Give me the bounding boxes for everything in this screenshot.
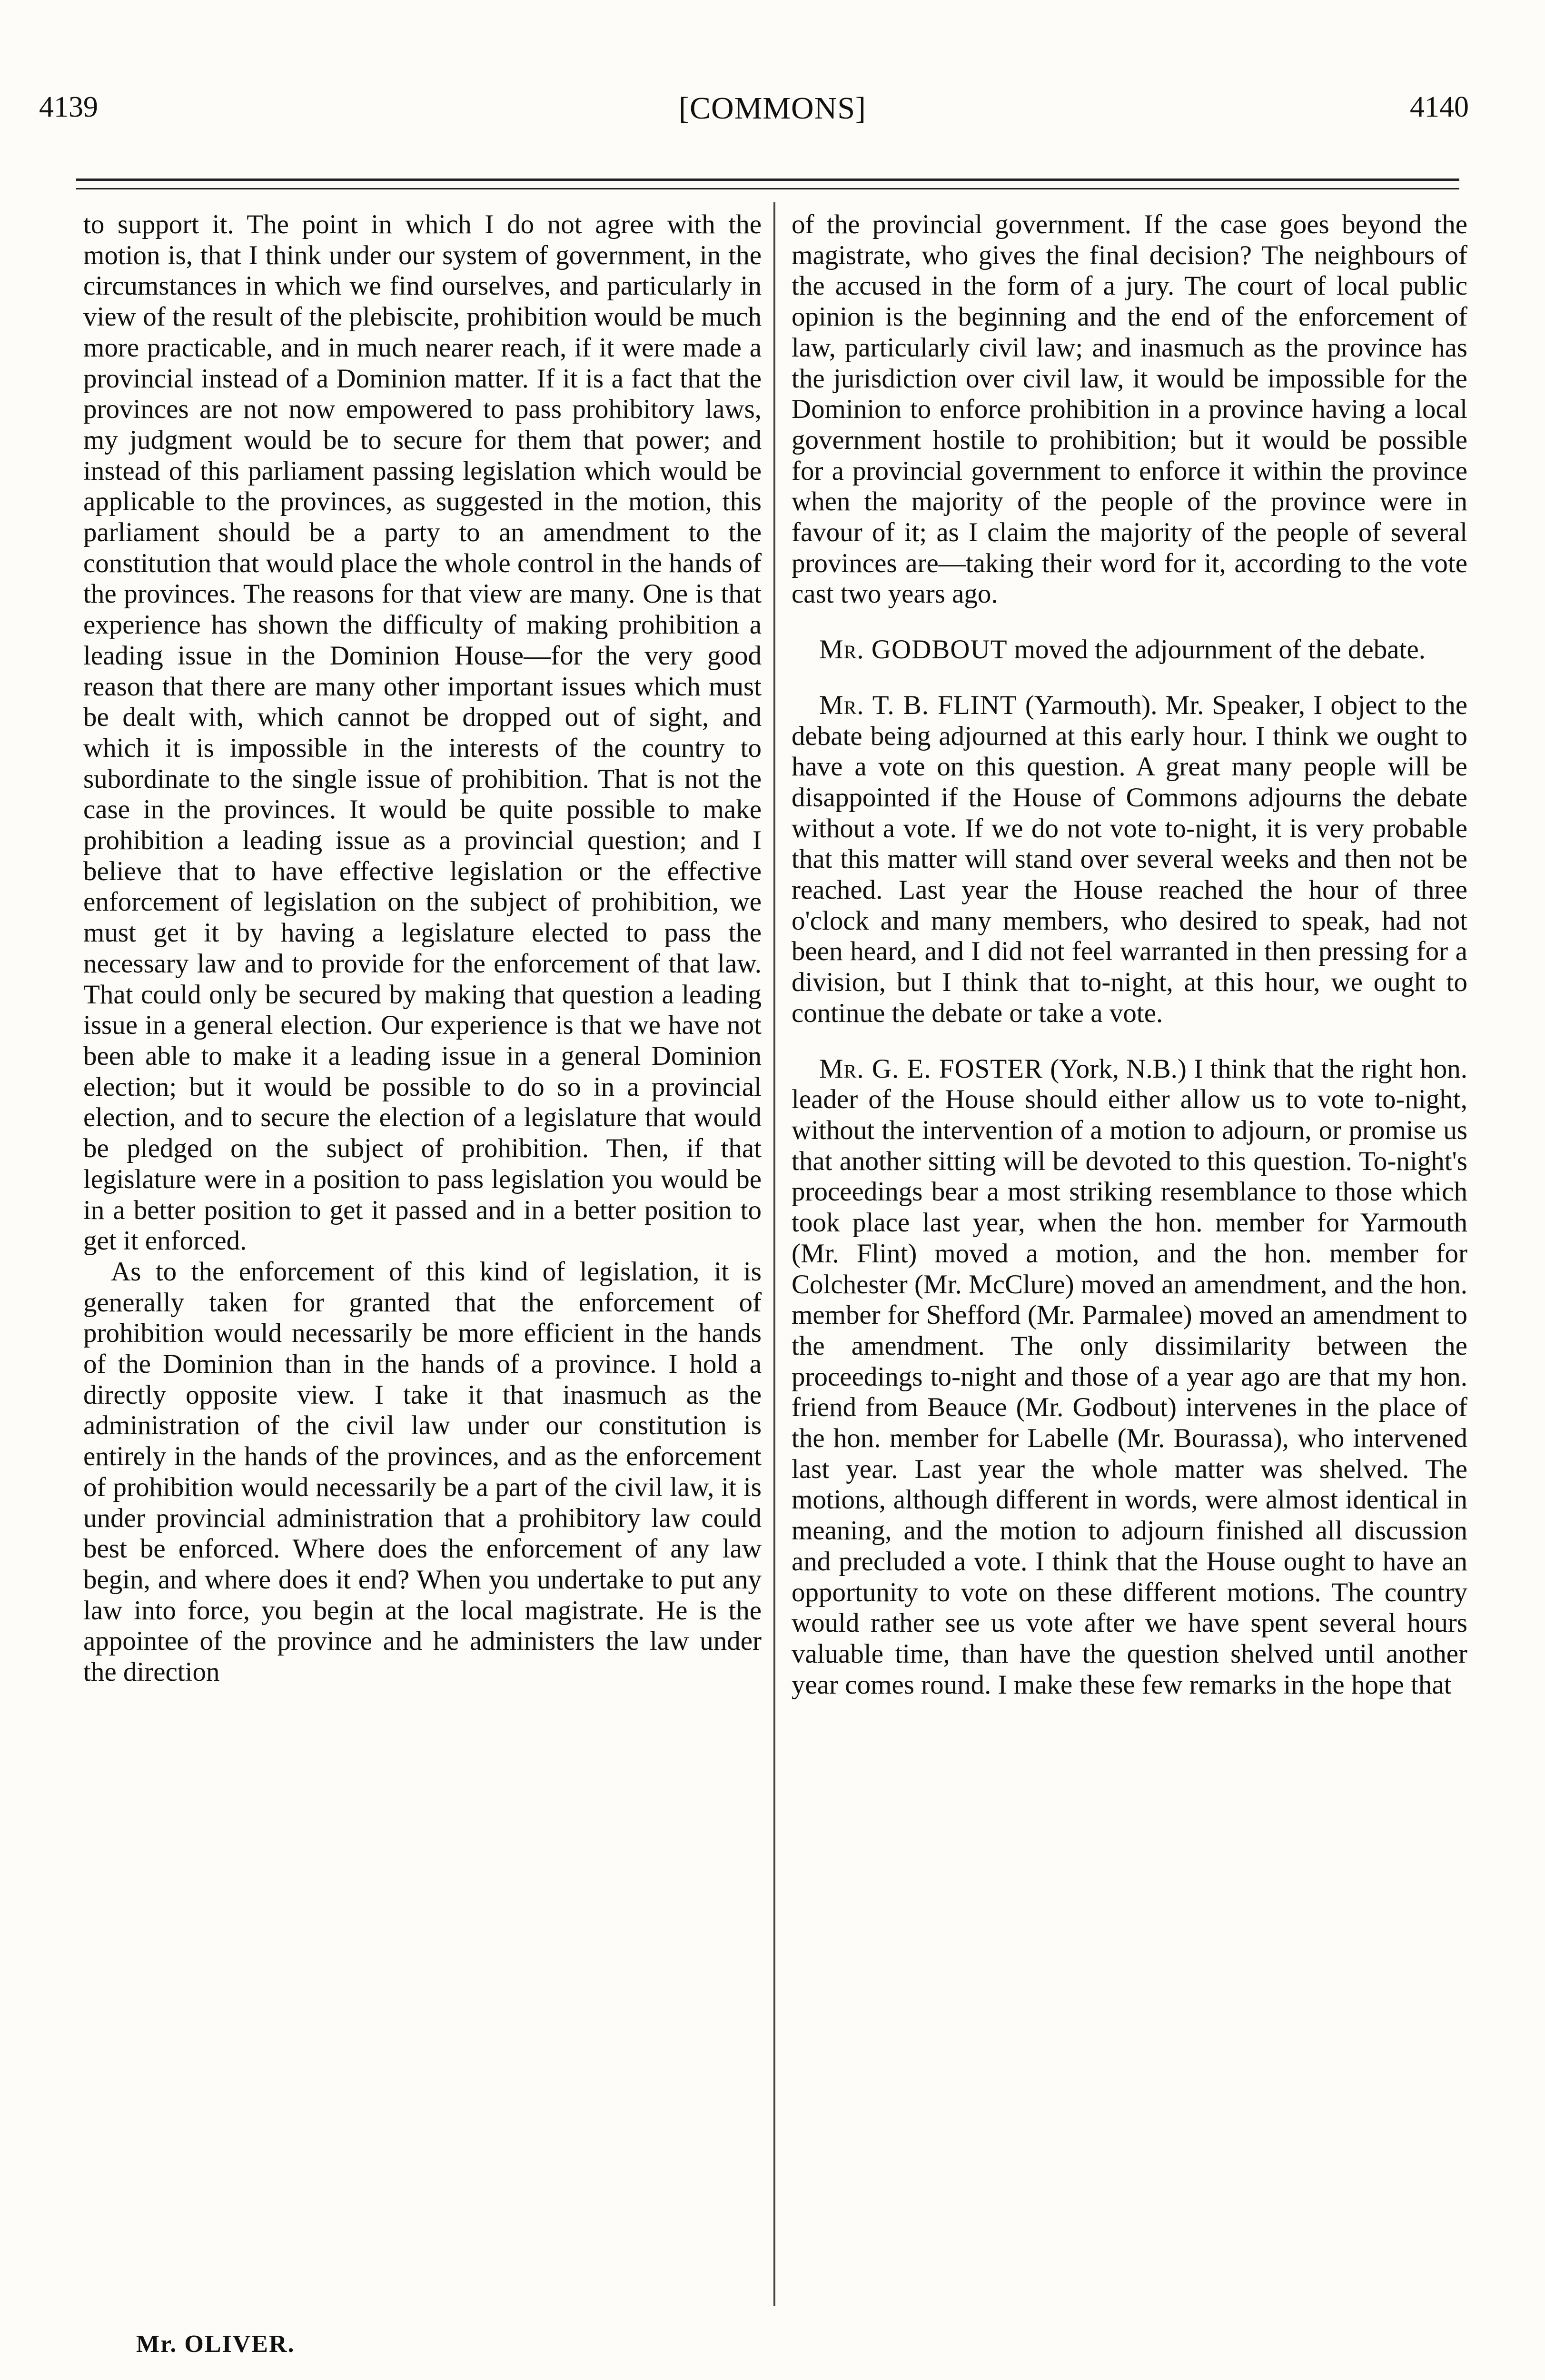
page-header bbox=[0, 90, 1545, 143]
left-paragraph-1: to support it. The point in which I do not agree with the motion is, that I think under our system of government, in the circumstances in which we find ourselves, and particularly in view of the result of the plebiscite, prohibition would be much more practicable, and in much nearer reach, if it were made a provincial instead of a Dominion matter. If it is a fact that the provinces are not now empowered to pass prohibitory laws, my judgment would be to secure for them that power; and instead of this parliament passing legislation which would be applicable to the provinces, as suggested in the motion, this parliament should be a party to an amendment to the constitution that would place the whole control in the hands of the provinces. The reasons for that view are many. One is that experience has shown the difficulty of making prohibition a leading issue in the Dominion House—for the very good reason that there are many other important issues which must be dealt with, which cannot be dropped out of sight, and which it is impossible in the interests of the country to subordinate to the single issue of prohibition. That is not the case in the provinces. It would be quite possible to make prohibition a leading issue as a provincial question; and I believe that to have effective legislation or the effective enforcement of legislation on the subject of prohibition, we must get it by having a legislature elected to pass the necessary law and to provide for the enforcement of that law. That could only be secured by making that question a leading issue in a general election. Our experience is that we have not been able to make it a leading issue in a general Dominion election; but it would be possible to do so in a provincial election, and to secure the election of a legislature that would be pledged on the subject of prohibition. Then, if that legislature were in a position to pass legislation you would be in a better position to get it passed and in a better position to get it enforced. bbox=[83, 209, 762, 1256]
header-rule-top bbox=[76, 178, 1459, 181]
speaker-flint: Mr. T. B. FLINT bbox=[819, 690, 1017, 720]
left-column bbox=[83, 209, 762, 1688]
page-number-right: 4140 bbox=[1410, 91, 1469, 123]
right-paragraph-1: of the provincial government. If the case goes beyond the magistrate, who gives the final decision? The neighbours of the accused in the form of a jury. The court of local public opinion is the beginning and the end of the enforcement of law, particularly civil law; and inasmuch as the province has the jurisdiction over civil law, it would be impossible for the Dominion to enforce prohibition in a province having a local government hostile to prohibition; but it would be possible for a provincial government to enforce it within the province when the majority of the people of the province were in favour of it; as I claim the majority of the people of several provinces are—taking their word for it, according to the vote cast two years ago. bbox=[792, 209, 1467, 609]
column-divider bbox=[773, 202, 775, 2306]
right-paragraph-2 bbox=[792, 635, 1467, 665]
page-number-left: 4139 bbox=[39, 91, 98, 123]
footer-speaker: Mr. OLIVER. bbox=[136, 2330, 295, 2358]
right-paragraph-4 bbox=[792, 1054, 1467, 1701]
speaker-godbout: Mr. GODBOUT bbox=[819, 635, 1008, 665]
right-paragraph-3 bbox=[792, 690, 1467, 1029]
right-paragraph-4-text: (York, N.B.) I think that the right hon. leader of the House should either allow us to vote to-night, without the intervention of a motion to adjourn, or promise us that another sitting will be devoted to this question. To-night's proceedings bear a most striking resemblance to those which took place last year, when the hon. member for Yarmouth (Mr. Flint) moved a motion, and the hon. member for Colchester (Mr. McClure) moved an amendment, and the hon. member for Shefford (Mr. Parmalee) moved an amendment to the amendment. The only dissimilarity between the proceedings to-night and those of a year ago are that my hon. friend from Beauce (Mr. Godbout) intervenes in the place of the hon. member for Labelle (Mr. Bourassa), who intervened last year. Last year the whole matter was shelved. The motions, although different in words, were almost identical in meaning, and the motion to adjourn finished all discussion and precluded a vote. I think that the House ought to have an opportunity to vote on these different motions. The country would rather see us vote after we have spent several hours valuable time, than have the question shelved until another year comes round. I make these few remarks in the hope that bbox=[792, 1053, 1467, 1700]
left-paragraph-2: As to the enforcement of this kind of legislation, it is generally taken for granted that the enforcement of prohibition would necessarily be more efficient in the hands of the Dominion than in the hands of a province. I hold a directly opposite view. I take it that inasmuch as the administration of the civil law under our constitution is entirely in the hands of the provinces, and as the enforcement of prohibition would necessarily be a part of the civil law, it is under provincial administration that a prohibitory law could best be enforced. Where does the enforcement of any law begin, and where does it end? When you undertake to put any law into force, you begin at the local magistrate. He is the appointee of the province and he administers the law under the direction bbox=[83, 1256, 762, 1687]
speaker-foster: Mr. G. E. FOSTER bbox=[819, 1053, 1043, 1084]
right-paragraph-3-text: (Yarmouth). Mr. Speaker, I object to the debate being adjourned at this early hour. I think we ought to have a vote on this question. A great many people will be disappointed if the House of Commons adjourns the debate without a vote. If we do not vote to-night, it is very probable that this matter will stand over several weeks and then not be reached. Last year the House reached the hour of three o'clock and many members, who desired to speak, had not been heard, and I did not feel warranted in then pressing for a division, but I think that to-night, at this hour, we ought to continue the debate or take a vote. bbox=[792, 690, 1467, 1028]
header-rule-bottom bbox=[76, 188, 1459, 189]
right-column bbox=[792, 209, 1467, 1700]
section-title: [COMMONS] bbox=[678, 91, 867, 126]
right-paragraph-2-text: moved the adjournment of the debate. bbox=[1007, 635, 1426, 665]
